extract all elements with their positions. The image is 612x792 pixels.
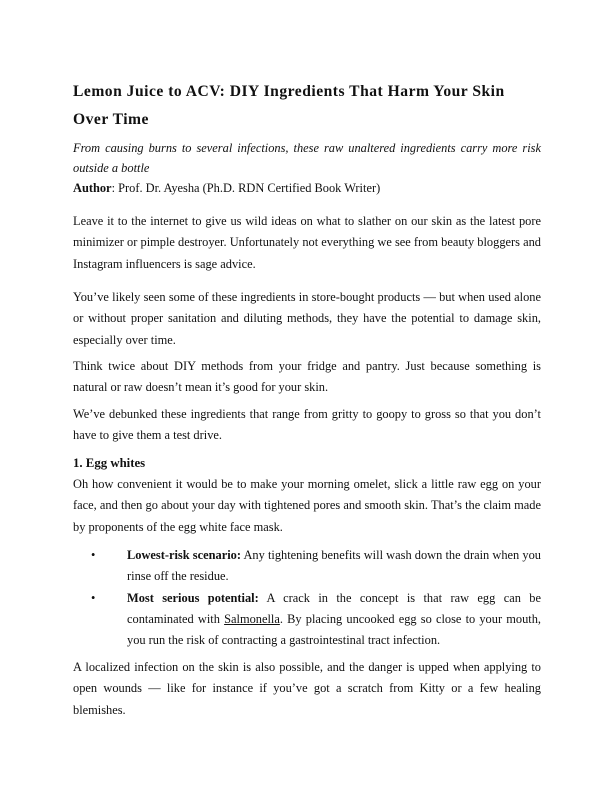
paragraph: A localized infection on the skin is also possible, and the danger is upped when applying to open wounds — like for instance if you’ve got a scratch from Kitty or a few healing blemishes.: [73, 660, 541, 717]
bullet-text: . By placing uncooked egg so close to your mouth, you run the risk of contracting a gastrointestinal tract infection.: [127, 611, 542, 648]
bullet-list: [73, 545, 541, 651]
author-line: [73, 178, 541, 199]
paragraph: Think twice about DIY methods from your fridge and pantry. Just because something is natural or raw doesn’t mean it’s good for your skin.: [73, 359, 541, 395]
author-value: : Prof. Dr. Ayesha (Ph.D. RDN Certified Book Writer): [111, 181, 381, 195]
bullet-text: A crack in the concept is that raw egg can be contaminated with: [127, 590, 541, 626]
section-heading: 1. Egg whites: [73, 456, 146, 470]
paragraph: Leave it to the internet to give us wild ideas on what to slather on our skin as the latest pore minimizer or pimple destroyer. Unfortunately not everything we see from beauty bloggers and Instagram influencers is sage advice.: [73, 214, 541, 271]
bullet-label: Lowest-risk scenario:: [127, 548, 241, 562]
list-item: [91, 545, 541, 588]
paragraph: Oh how convenient it would be to make your morning omelet, slick a little raw egg on your face, and then go about your day with tightened pores and smooth skin. That’s the claim made by proponents of the egg white face mask.: [73, 477, 541, 534]
paragraph: You’ve likely seen some of these ingredients in store-bought products — but when used alone or without proper sanitation and diluting methods, they have the potential to damage skin, especially over time.: [73, 290, 541, 347]
bullet-text: Any tightening benefits will wash down the drain when you rinse off the residue.: [127, 548, 541, 584]
list-item: [91, 588, 541, 652]
bullet-label: Most serious potential:: [127, 590, 259, 605]
article-subtitle: From causing burns to several infections, these raw unaltered ingredients carry more risk outside a bottle: [73, 141, 541, 175]
article-title: Lemon Juice to ACV: DIY Ingredients That Harm Your Skin Over Time: [73, 83, 505, 128]
salmonella-link[interactable]: Salmonella: [224, 611, 280, 626]
author-label: Author: [73, 181, 112, 195]
paragraph: We’ve debunked these ingredients that range from gritty to goopy to gross so that you don’t have to give them a test drive.: [73, 407, 541, 443]
